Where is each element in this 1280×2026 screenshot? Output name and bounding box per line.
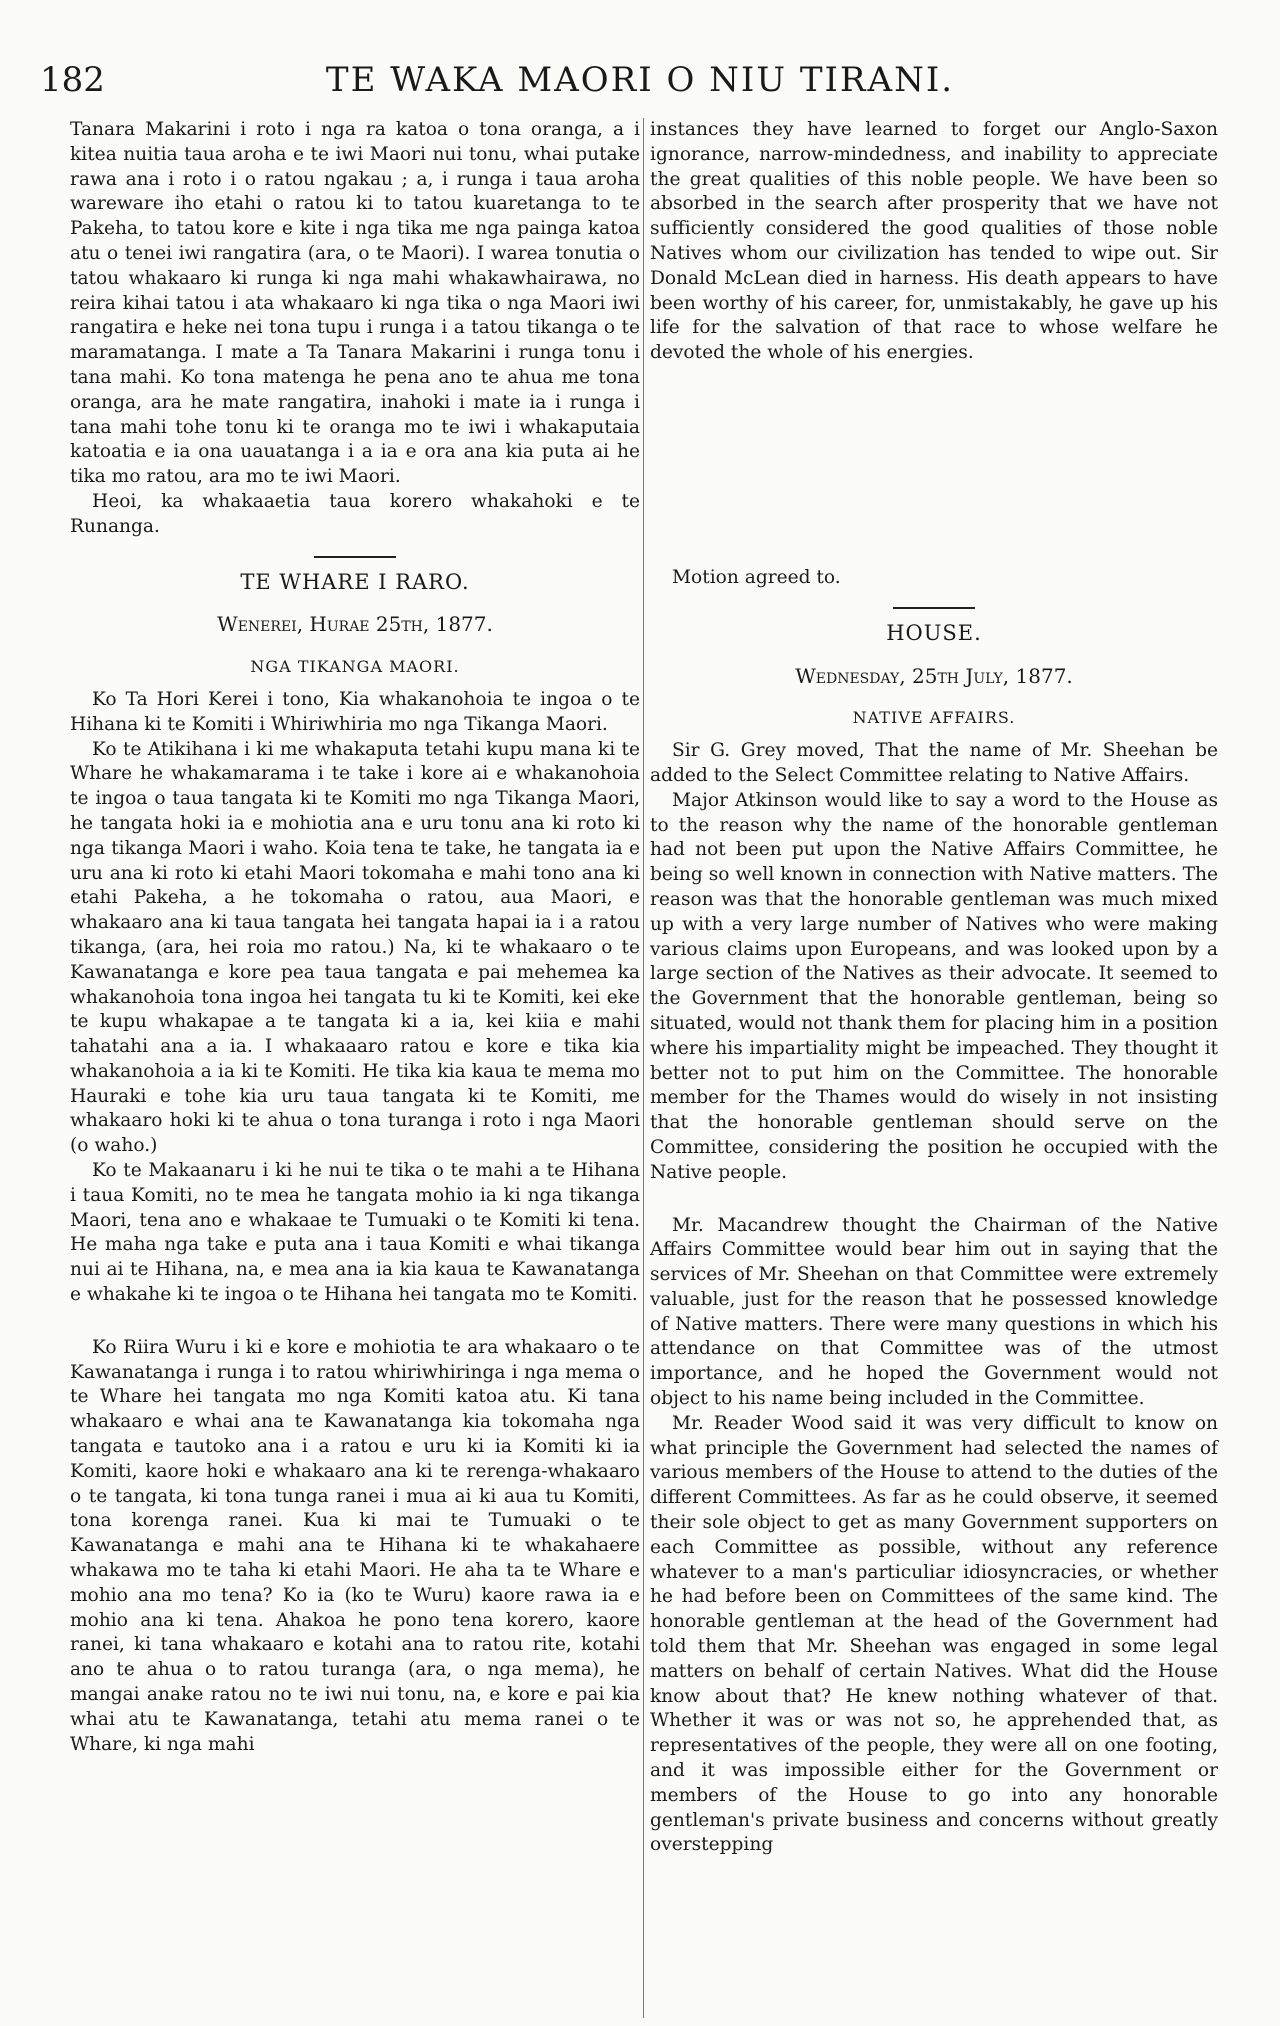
section-rule [314,556,396,558]
page-header [40,50,1240,110]
section-title-maori: TE WHARE I RARO. [240,569,470,594]
paragraph-wood: Mr. Reader Wood said it was very difficult to know on what principle the Government had selected the names of various members of the House to attend to the duties of the different Committees. As far as he could observe, it seemed their sole object to get as many Government supporters on each Committee as possible, without any reference whatever to a man's particuliar idiosyncracies, or whether he had before been on Committees of the same kind. The honorable gentleman at the head of the Government had told them that Mr. Sheehan was engaged in some legal matters on behalf of certain Natives. What did the House know about that? He knew nothing whatever of that. Whether it was or was not so, he apprehended that, as representatives of the people, they were all on one footing, and it was impossible either for the Government or members of the House to go into any honorable gentleman's private business and concerns without greatly overstepping [650,1412,1218,1856]
motion-agreed: Motion agreed to. [672,566,841,588]
paragraph-atkinson: Major Atkinson would like to say a word to the House as to the reason why the name of the honorable gentleman had not been put upon the Native Affairs Committee, he being so well known in connection with Native matters. The reason was that the honorable gentleman was much mixed up with a very large number of Natives who were making various claims upon Europeans, and was looked upon by a large section of the Natives as their advocate. It seemed to the Government that the honorable gentleman, being so situated, would not thank them for placing him in a position where his impartiality might be impeached. They thought it better not to put him on the Committee. The honorable member for the Thames would do wisely in not insisting that the honorable gentleman should serve on the Committee, considering the position he occupied with the Native people. [650,789,1218,1183]
date-english: Wednesday, 25th July, 1877. [795,663,1073,688]
right-column [650,118,1218,1858]
maori-intro-paragraph: Tanara Makarini i roto i nga ra katoa o tona oranga, a i kitea nuitia taua aroha e te iwi Maori nui tonu, whai putake rawa ana i roto i o ratou ngakau ; a, i runga i taua aroha wareware iho etahi o ratou ki to tatou kuaretanga to te Pakeha, to tatou kore e kite i nga tika me nga painga katoa atu o tenei iwi rangatira (ara, o te Maori). I warea tonutia o tatou whakaaro ki runga ki nga mahi whakawhairawa, no reira kihai tatou i ata whakaaro ki nga tika o nga Maori iwi rangatira e heke nei tona tupu i runga i a tatou tikanga o te maramatanga. I mate a Ta Tanara Makarini i runga tonu i tana mahi. Ko tona matenga he pena ano te ahua me tona oranga, ara he mate rangatira, inahoki i mate ia i runga i tana mahi tohe tonu ki te oranga mo te iwi i whakaputaia katoatia e ia ona uauatanga i a ia e ora ana kia puta ai he tika mo ratou, ara mo te iwi Maori. [70,119,640,488]
paragraph-macandrew: Mr. Macandrew thought the Chairman of the Native Affairs Committee would bear him out in saying that the services of Mr. Sheehan on that Committee were extremely valuable, just for the reason that he possessed knowledge of Native matters. There were many questions in which his attendance on that Committee was of the utmost importance, and he hoped the Government would not object to his name being included in the Committee. [650,1214,1218,1410]
page-number: 182 [40,60,105,100]
section-rule [893,607,975,609]
subheading-english: NATIVE AFFAIRS. [852,708,1016,728]
section-title-house: HOUSE. [886,620,982,645]
paragraph-atikihana: Ko te Atikihana i ki me whakaputa tetahi kupu mana ki te Whare he whakamarama i te take i kore ai e whakanohoia te ingoa o taua tangata ki te Komiti mo nga Tikanga Maori, he tangata hoki ia e mohiotia ana e uru tonu ana ki roto ki nga tikanga Maori i waho. Koia tena te take, he tangata ia e uru ana ki roto ki etahi Maori tokomaha e mahi tono ana ki etahi Pakeha, a he tokomaha o ratou, aua Maori, e whakaaro ana ki taua tangata hei tangata hapai ia i a ratou tikanga, (ara, hei roia mo ratou.) Na, ki te whakaaro o te Kawanatanga e kore pea taua tangata e pai mehemea ka whakanohoia tona ingoa hei tangata tu ki te Komiti, kei eke te kupu whakapae a te tangata ki a ia, kei kiia e mahi tahatahi ana a ia. I whakaaaro ratou e kore e tika kia whakanohoia a ia ki te Komiti. He tika kia kaua te mema mo Hauraki e tohe kia uru taua tangata ki te Komiti, me whakaaro hoki ki te ahua o tona turanga i roto i nga Maori (o waho.) [70,738,640,1157]
maori-intro-closing: Heoi, ka whakaaetia taua korero whakahoki e te Runanga. [70,490,640,537]
page-title: TE WAKA MAORI O NIU TIRANI. [325,60,955,100]
date-maori: Wenerei, Hurae 25th, 1877. [217,612,493,637]
column-divider [643,118,644,2018]
english-intro-paragraph: instances they have learned to forget our Anglo-Saxon ignorance, narrow-mindedness, and inability to appreciate the great qualities of this noble people. We have been so absorbed in the search after prosperity that we have not sufficiently considered the good qualities of those noble Natives whom our civilization has tended to wipe out. Sir Donald McLean died in harness. His death appears to have been worthy of his career, for, unmistakably, he gave up his life for the salvation of that race to whose welfare he devoted the whole of his energies. [650,119,1218,364]
paragraph-kerei: Ko Ta Hori Kerei i tono, Kia whakanohoia te ingoa o te Hihana ki te Komiti i Whiriwhiria mo nga Tikanga Maori. [70,688,640,735]
paragraph-makaanaru: Ko te Makaanaru i ki he nui te tika o te mahi a te Hihana i taua Komiti, no te mea he tangata mohio ia ki nga tikanga Maori, tena ano e whakaae te Tumuaki o te Komiti ki tena. He maha nga take e puta ana i taua Komiti e whai tikanga nui ai te Hihana, na, e mea ana ia kia kaua te Kawanatanga e whakahe ki te ingoa o te Hihana hei tangata mo te Komiti. [70,1160,640,1306]
paragraph-wuru: Ko Riira Wuru i ki e kore e mohiotia te ara whakaaro o te Kawanatanga i runga i to ratou whiriwhiringa i nga mema o te Whare hei tangata mo nga Komiti katoa atu. Ki tana whakaaro e whai ana te Kawanatanga kia tokomaha nga tangata e tautoko ana i a ratou e uru ki ia Komiti ki ia Komiti, kaore hoki e whakaaro ana ki te rerenga-whakaaro o te tangata, ki tona tunga ranei i mua ai ki aua tu Komiti, tona korenga ranei. Kua ki mai te Tumuaki o te Kawanatanga e mahi ana te Hihana ki te whakahaere whakawa mo te taha ki etahi Maori. He aha ta te Whare e mohio ana mo tena? Ko ia (ko te Wuru) kaore rawa ia e mohio ana ki tena. Ahakoa he pono tena korero, kaore ranei, ki tana whakaaro e kotahi ana to ratou rite, kotahi ano te ahua o to ratou turanga (ara, o nga mema), he mangai anake ratou no te iwi nui tonu, na, e kore e pai kia whai atu te Kawanatanga, tetahi atu mema ranei o te Whare, ki nga mahi [70,1336,640,1755]
subheading-maori: NGA TIKANGA MAORI. [250,657,460,677]
paragraph-grey: Sir G. Grey moved, That the name of Mr. Sheehan be added to the Select Committee relating to Native Affairs. [650,740,1218,786]
left-column [70,118,640,1757]
